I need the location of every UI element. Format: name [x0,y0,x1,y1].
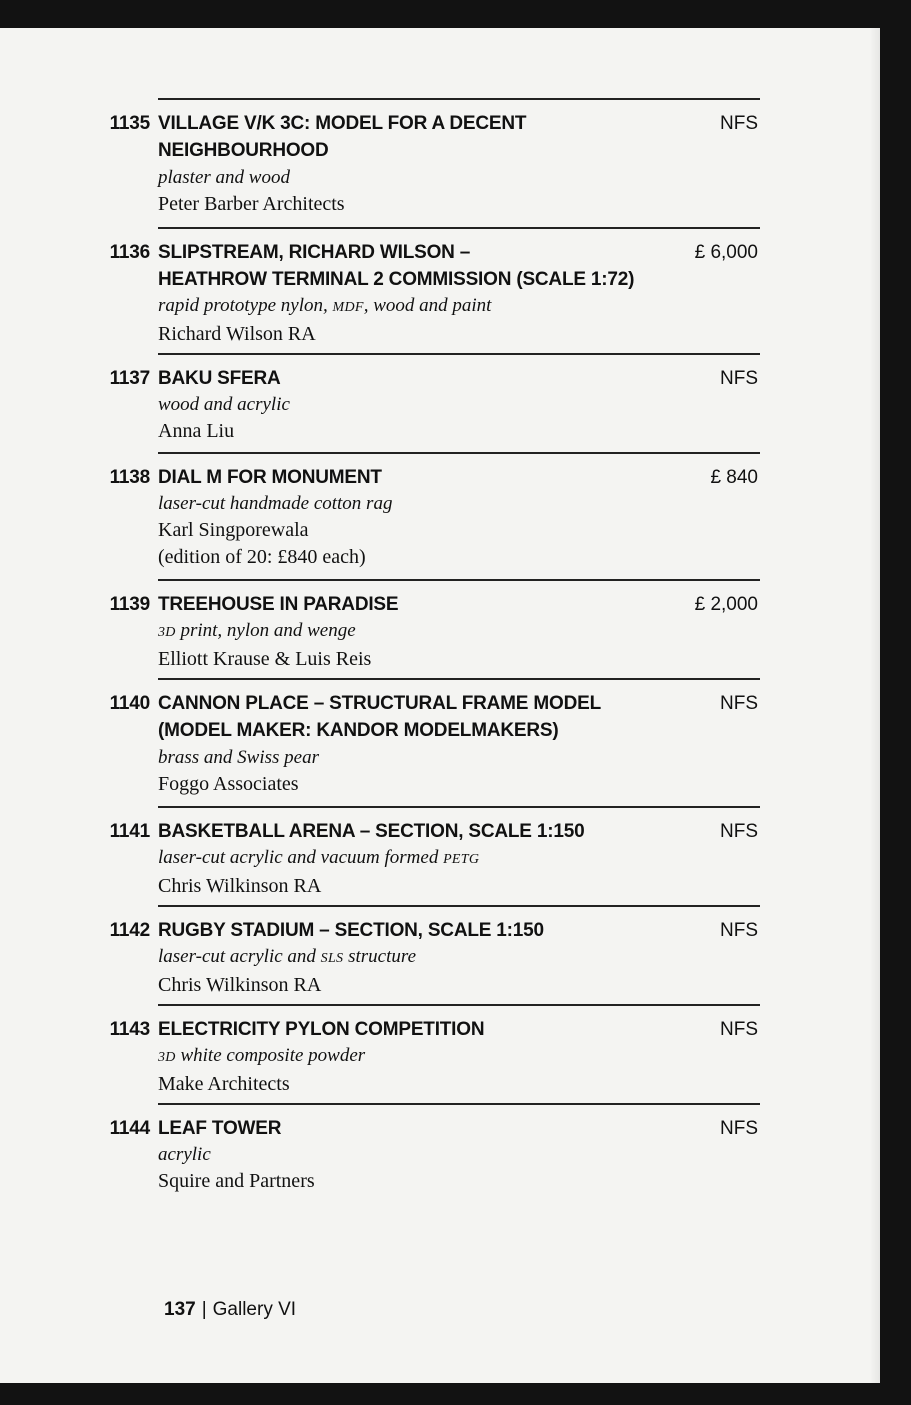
divider-rule [158,678,760,680]
entry-edition-note: (edition of 20: £840 each) [158,546,366,568]
entry-price: £ 6,000 [694,242,758,263]
entry-medium: laser-cut acrylic and SLS structure [158,946,417,967]
entry-artist: Elliott Krause & Luis Reis [158,648,372,670]
entry-price: £ 840 [710,467,758,488]
catalogue-page [0,28,880,1383]
divider-rule [158,227,760,229]
divider-rule [158,452,760,454]
entry-medium: acrylic [158,1144,211,1165]
entry-number: 1135 [109,113,150,134]
catalogue-entry [100,806,760,905]
entry-artist: Chris Wilkinson RA [158,974,322,996]
entry-medium: laser-cut acrylic and vacuum formed PETG [158,847,480,868]
divider-rule [158,1103,760,1105]
divider-rule [158,98,760,100]
entry-title: LEAF TOWER [158,1118,282,1139]
footer-separator: | [201,1299,207,1320]
entry-medium: wood and acrylic [158,394,290,415]
entry-title: BAKU SFERA [158,368,281,389]
entry-number: 1138 [109,467,150,488]
entry-number: 1143 [109,1019,150,1040]
entry-number: 1142 [109,920,150,941]
catalogue-entry [100,579,760,678]
entry-price: NFS [720,368,758,389]
entry-medium: plaster and wood [158,167,290,188]
entry-title: ELECTRICITY PYLON COMPETITION [158,1019,485,1040]
entry-artist: Peter Barber Architects [158,193,345,215]
catalogue-entry [100,905,760,1004]
entry-artist: Chris Wilkinson RA [158,875,322,897]
entry-price: NFS [720,113,758,134]
entry-artist: Anna Liu [158,420,235,442]
entry-number: 1140 [109,693,150,714]
catalogue-entry [100,452,760,579]
entry-price: NFS [720,1118,758,1139]
divider-rule [158,905,760,907]
section-name: Gallery VI [212,1299,297,1320]
entry-number: 1139 [109,594,150,615]
page-footer [164,1299,296,1321]
entry-price: NFS [720,920,758,941]
catalogue-entry [100,1004,760,1103]
entry-title: BASKETBALL ARENA – SECTION, SCALE 1:150 [158,821,585,842]
entry-title: RUGBY STADIUM – SECTION, SCALE 1:150 [158,920,544,941]
divider-rule [158,1004,760,1006]
entry-artist: Foggo Associates [158,773,299,795]
entry-artist: Make Architects [158,1073,290,1095]
catalogue-entry [100,353,760,452]
entry-medium: brass and Swiss pear [158,747,319,768]
catalogue-entry [100,98,760,226]
entry-number: 1137 [109,368,150,389]
catalogue-entry [100,678,760,806]
entry-number: 1144 [109,1118,150,1139]
entry-artist: Richard Wilson RA [158,323,316,345]
entry-medium: 3D white composite powder [158,1045,366,1066]
entry-price: NFS [720,821,758,842]
entry-number: 1141 [109,821,150,842]
entry-title: CANNON PLACE – STRUCTURAL FRAME MODEL (MODEL MAKER: KANDOR MODELMAKERS) [158,693,601,741]
entry-price: NFS [720,1019,758,1040]
entry-medium: rapid prototype nylon, MDF, wood and paint [158,295,492,316]
divider-rule [158,806,760,808]
entry-price: NFS [720,693,758,714]
entry-medium: laser-cut handmade cotton rag [158,493,393,514]
page-number: 137 [164,1299,196,1320]
entry-price: £ 2,000 [694,594,758,615]
entry-artist: Karl Singporewala [158,519,309,541]
divider-rule [158,579,760,581]
entry-title: TREEHOUSE IN PARADISE [158,594,399,615]
divider-rule [158,353,760,355]
entry-title: VILLAGE V/K 3C: MODEL FOR A DECENT NEIGHBOURHOOD [158,113,527,161]
entry-title: SLIPSTREAM, RICHARD WILSON – HEATHROW TERMINAL 2 COMMISSION (SCALE 1:72) [158,242,635,290]
catalogue-entry [100,1103,760,1202]
entry-artist: Squire and Partners [158,1170,315,1192]
catalogue-entry [100,227,760,352]
entry-medium: 3D print, nylon and wenge [158,620,356,641]
entry-number: 1136 [109,242,150,263]
entry-title: DIAL M FOR MONUMENT [158,467,382,488]
